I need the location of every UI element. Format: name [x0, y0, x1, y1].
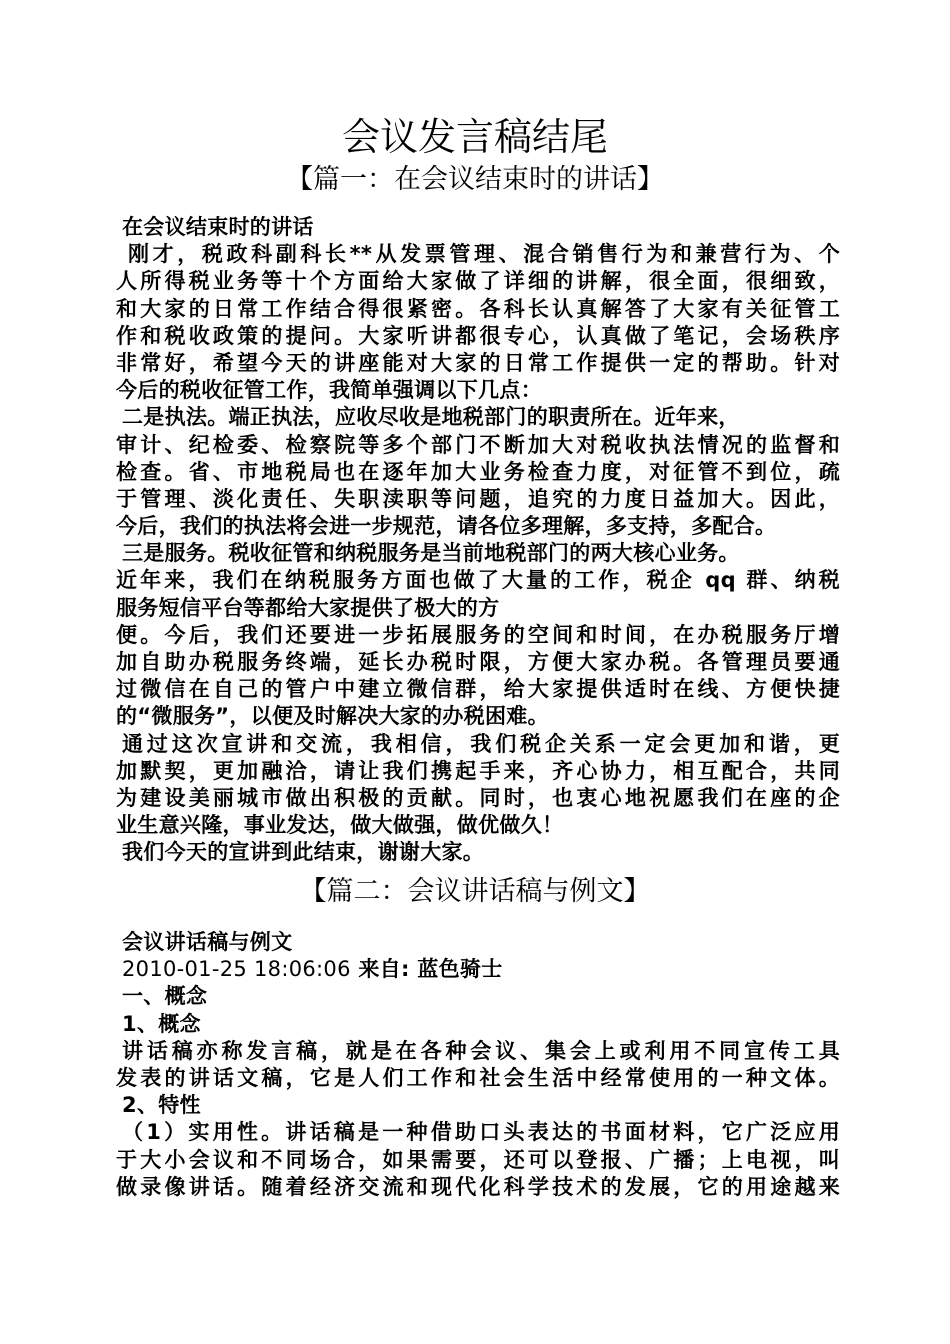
paragraph-line: 人所得税业务等十个方面给大家做了详细的讲解，很全面，很细致，	[116, 269, 840, 294]
section-heading-line: 一、概念	[122, 984, 208, 1009]
article-title: 会议讲话稿与例文	[122, 930, 293, 954]
paragraph-line: 和大家的日常工作结合得很紧密。各科长认真解答了大家有关征管工	[116, 296, 840, 321]
article-from-label: 来自:	[358, 957, 410, 982]
paragraph-line: 检查。省、市地税局也在逐年加大业务检查力度，对征管不到位，疏	[116, 459, 840, 484]
paragraph-line: 三是服务。税收征管和纳税服务是当前地税部门的两大核心业务。	[122, 541, 740, 566]
paragraph-line: 便。今后，我们还要进一步拓展服务的空间和时间，在办税服务厅增	[116, 622, 840, 647]
paragraph-line: 于大小会议和不同场合，如果需要，还可以登报、广播；上电视，叫	[116, 1147, 840, 1172]
paragraph-line: 我们今天的宣讲到此结束，谢谢大家。	[122, 840, 485, 865]
paragraph-line: 今后，我们的执法将会进一步规范，请各位多理解，多支持，多配合。	[116, 514, 777, 539]
paragraph-line: 做录像讲话。随着经济交流和现代化科学技术的发展，它的用途越来	[116, 1174, 840, 1199]
paragraph-line: 非常好，希望今天的讲座能对大家的日常工作提供一定的帮助。针对	[116, 350, 840, 375]
paragraph-line: 今后的税收征管工作，我简单强调以下几点：	[116, 378, 542, 403]
paragraph-line: 的“微服务”，以便及时解决大家的办税困难。	[116, 704, 549, 729]
paragraph-line: 通过这次宣讲和交流，我相信，我们税企关系一定会更加和谐，更	[122, 731, 840, 756]
paragraph-line: 业生意兴隆，事业发达，做大做强，做优做久！	[116, 813, 564, 838]
section2-body	[116, 929, 840, 1201]
paragraph-line: 为建设美丽城市做出积极的贡献。同时，也衷心地祝愿我们在座的企	[116, 785, 840, 810]
paragraph-line: 于管理、淡化责任、失职渎职等问题，追究的力度日益加大。因此，	[116, 486, 840, 511]
paragraph-line: （1）实用性。讲话稿是一种借助口头表达的书面材料，它广泛应用	[122, 1120, 840, 1145]
section1-heading: 【篇一：在会议结束时的讲话】	[286, 164, 664, 195]
section2-heading: 【篇二：会议讲话稿与例文】	[299, 876, 651, 907]
paragraph-line: 讲话稿亦称发言稿，就是在各种会议、集会上或利用不同宣传工具	[122, 1038, 840, 1063]
article-meta	[116, 956, 840, 983]
article-date: 2010-01-25 18:06:06	[122, 957, 351, 982]
paragraph-line: 刚才，税政科副科长**从发票管理、混合销售行为和兼营行为、个	[128, 242, 840, 267]
paragraph-line: 发表的讲话文稿，它是人们工作和社会生活中经常使用的一种文体。	[116, 1065, 840, 1090]
paragraph-line: 近年来，我们在纳税服务方面也做了大量的工作，税企 qq 群、纳税	[116, 568, 840, 593]
section1-subtitle: 在会议结束时的讲话	[122, 215, 314, 239]
paragraph-line: 加默契，更加融洽，请让我们携起手来，齐心协力，相互配合，共同	[116, 758, 840, 783]
section-heading-line: 2、特性	[122, 1093, 201, 1118]
paragraph-line: 加自助办税服务终端，延长办税时限，方便大家办税。各管理员要通	[116, 650, 840, 674]
section1-body	[116, 214, 840, 867]
paragraph-line: 二是执法。端正执法，应收尽收是地税部门的职责所在。近年来，	[122, 405, 740, 430]
paragraph-line: 审计、纪检委、检察院等多个部门不断加大对税收执法情况的监督和	[116, 432, 840, 457]
document-title: 会议发言稿结尾	[341, 115, 608, 159]
paragraph-line: 作和税收政策的提问。大家听讲都很专心，认真做了笔记，会场秩序	[116, 323, 840, 348]
paragraph-line: 服务短信平台等都给大家提供了极大的方	[116, 595, 500, 620]
section-heading-line: 1、概念	[122, 1011, 201, 1036]
article-author: 蓝色骑士	[417, 957, 503, 982]
paragraph-line: 过微信在自己的管户中建立微信群，给大家提供适时在线、方便快捷	[116, 677, 840, 702]
